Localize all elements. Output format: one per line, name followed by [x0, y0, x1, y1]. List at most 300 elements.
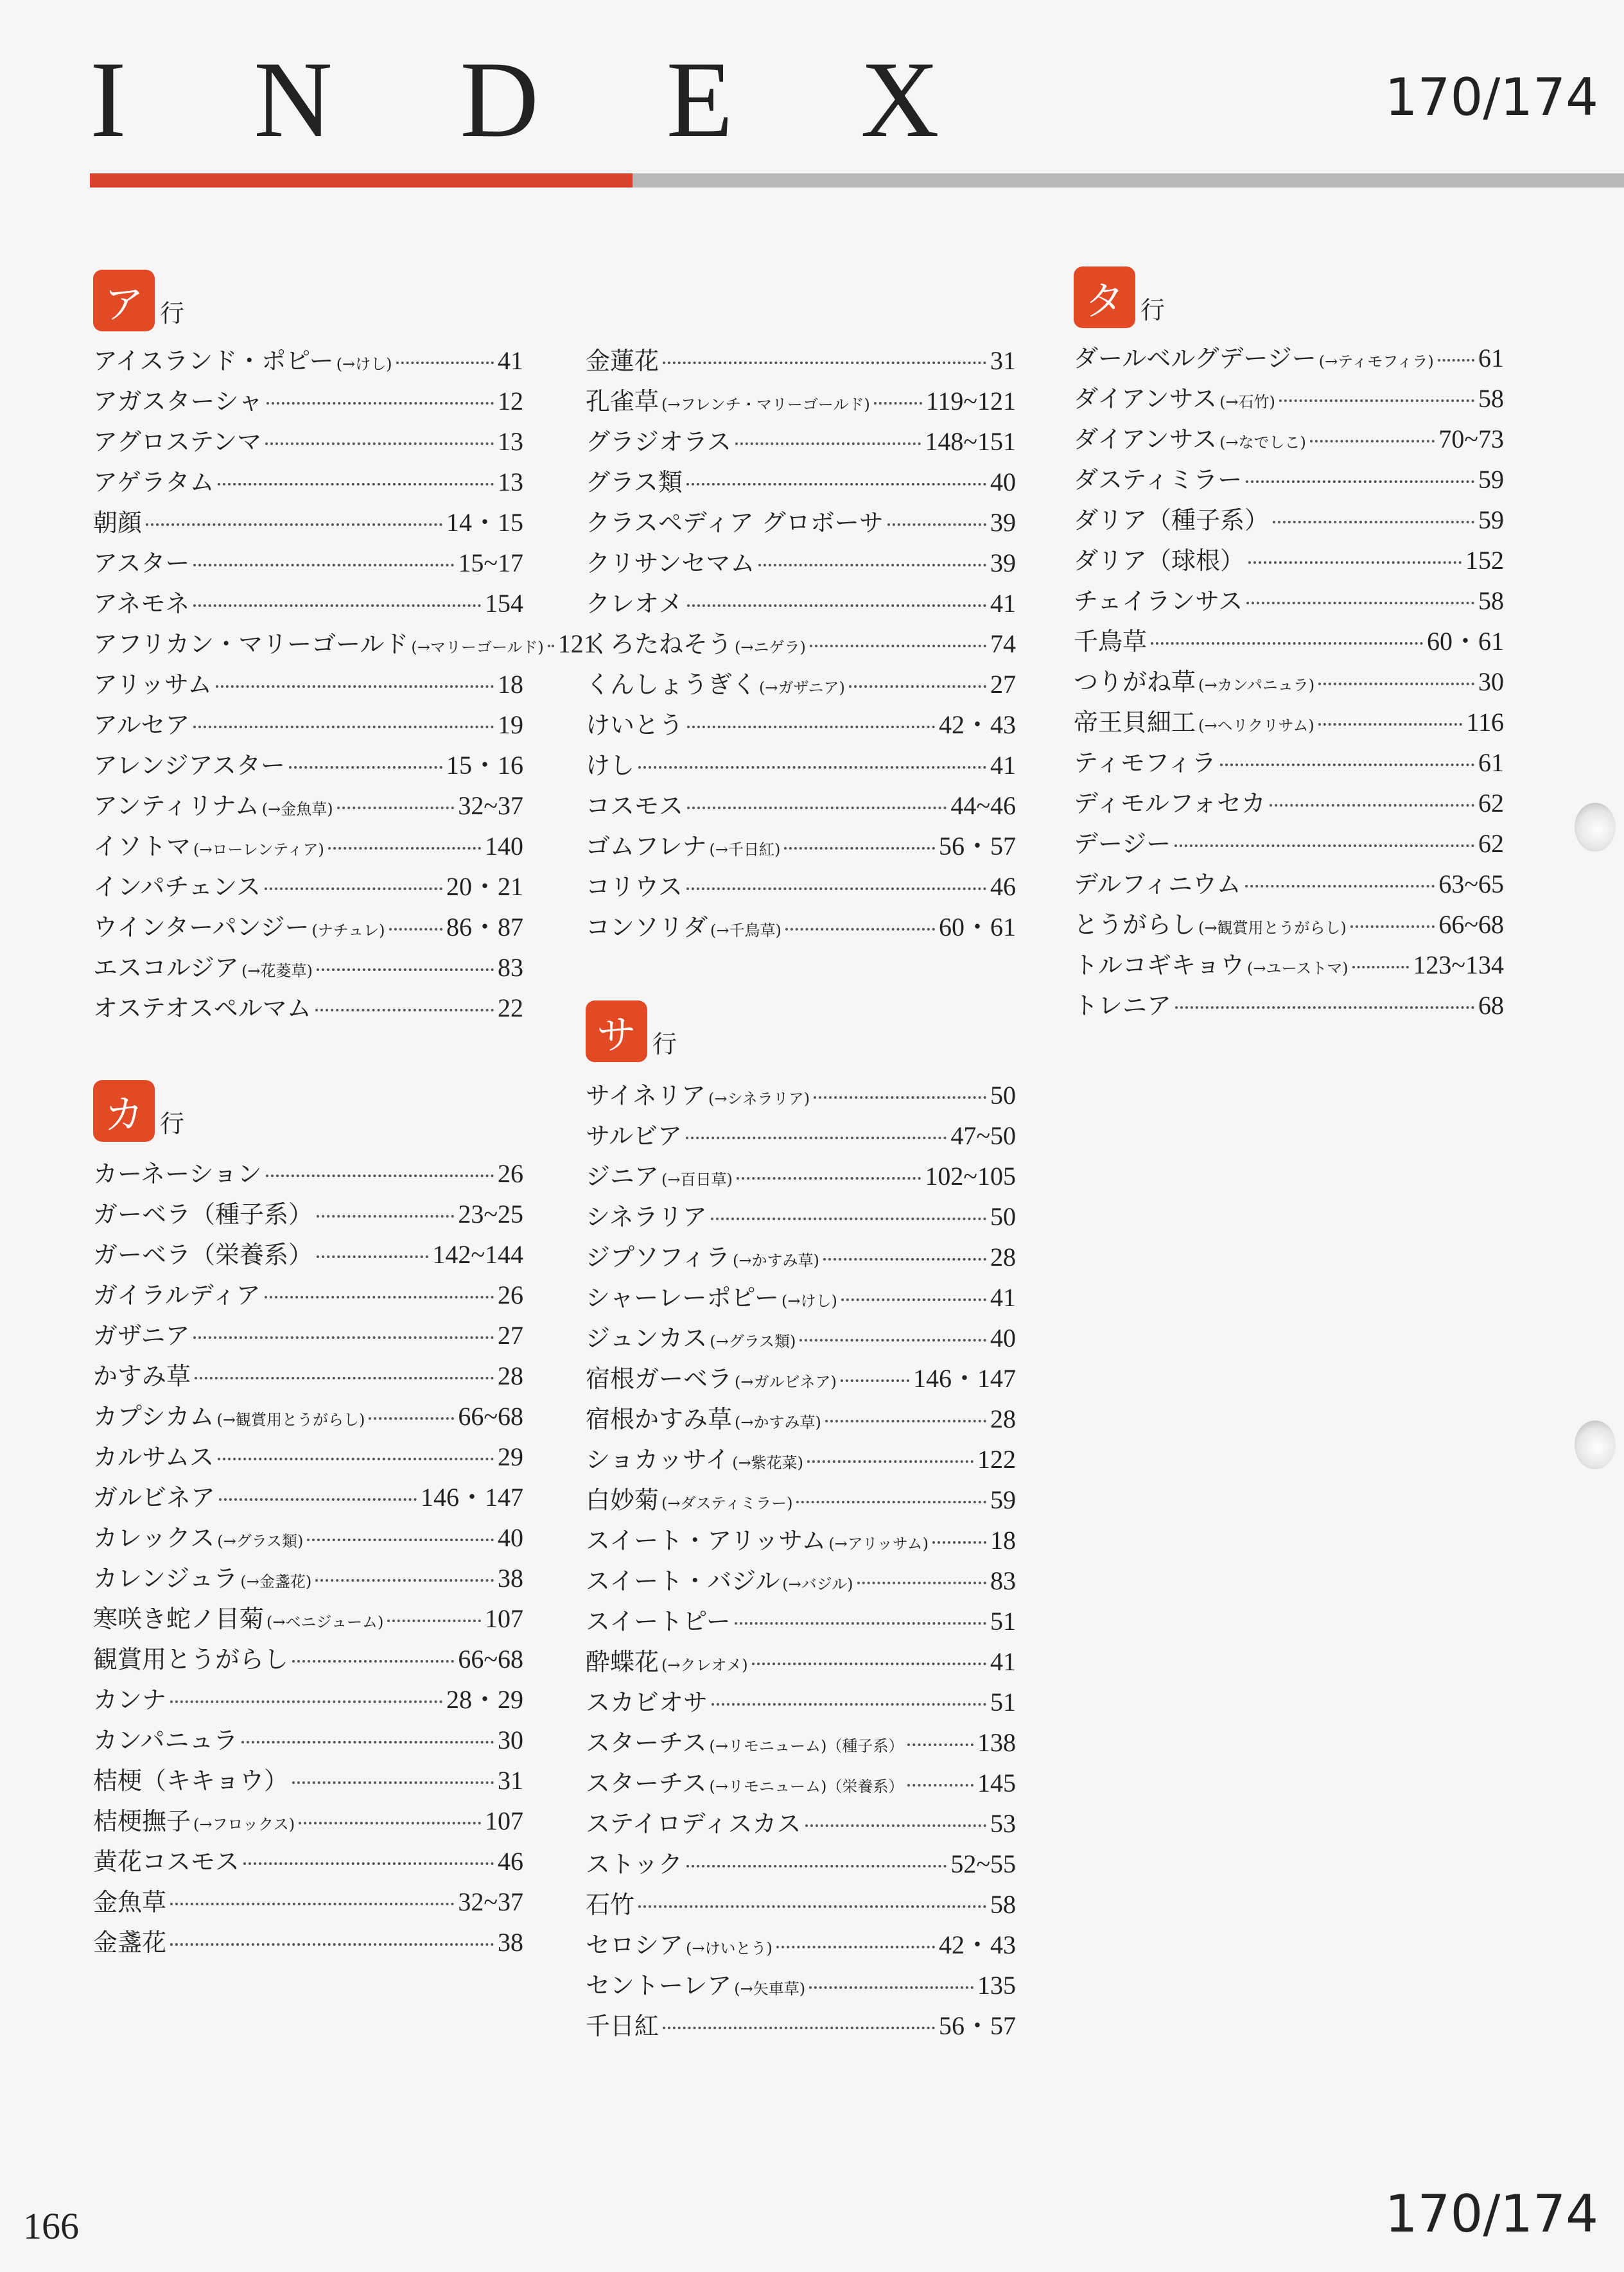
- index-list-ka: [93, 1153, 523, 1962]
- entry-name: カレンジュラ: [93, 1564, 238, 1593]
- index-entry: [586, 1601, 1016, 1641]
- entry-page: 121: [557, 629, 597, 658]
- dot-leader: [195, 1377, 494, 1379]
- dot-leader: [799, 1339, 986, 1341]
- dot-leader: [814, 1096, 986, 1099]
- entry-name: スイートピー: [586, 1607, 731, 1636]
- entry-name: ガーベラ（栄養系）: [93, 1241, 313, 1269]
- entry-page: 38: [498, 1564, 523, 1593]
- section-head-ta: [1074, 267, 1165, 328]
- index-entry: [1074, 702, 1504, 742]
- entry-name: ショカッサイ: [586, 1446, 730, 1474]
- index-entry: [93, 704, 523, 745]
- dot-leader: [809, 1986, 974, 1989]
- entry-page: 60・61: [1427, 627, 1504, 656]
- entry-page: 41: [990, 1647, 1016, 1676]
- entry-page: 15・16: [446, 751, 523, 780]
- entry-name: クレオメ: [586, 590, 683, 618]
- dot-leader: [823, 1258, 986, 1261]
- entry-page: 62: [1478, 829, 1504, 858]
- entry-page: 123~134: [1413, 950, 1504, 979]
- dot-leader: [292, 1660, 454, 1663]
- index-entry: [586, 1156, 1016, 1196]
- dot-leader: [243, 1862, 494, 1865]
- entry-page: 46: [498, 1847, 523, 1876]
- dot-leader: [317, 1215, 454, 1218]
- dot-leader: [1220, 764, 1474, 766]
- index-entry: [93, 785, 523, 826]
- index-entry: [586, 1277, 1016, 1318]
- entry-name: コリウス: [586, 873, 683, 901]
- index-entry: [586, 1884, 1016, 1925]
- index-entry: [586, 1439, 1016, 1480]
- dot-leader: [776, 1946, 935, 1948]
- entry-page: 42・43: [939, 710, 1016, 739]
- index-entry: [586, 583, 1016, 624]
- entry-cross-reference: (→フロックス): [193, 1815, 295, 1833]
- index-entry: [93, 1194, 523, 1234]
- dot-leader: [266, 1175, 494, 1177]
- dot-leader: [1151, 642, 1423, 645]
- dot-leader: [1248, 561, 1462, 564]
- entry-name: ストック: [586, 1850, 683, 1878]
- entry-page: 26: [498, 1280, 523, 1309]
- entry-name: クラスペディア グロボーサ: [586, 509, 884, 537]
- dot-leader: [805, 1824, 986, 1827]
- index-entry: [586, 866, 1016, 907]
- entry-page: 42・43: [939, 1930, 1016, 1959]
- entry-page: 18: [990, 1526, 1016, 1555]
- entry-name: デージー: [1074, 830, 1171, 858]
- index-entry: [586, 1722, 1016, 1763]
- entry-page: 145: [977, 1769, 1016, 1797]
- index-entry: [586, 1682, 1016, 1722]
- index-title: I N D E X: [90, 39, 990, 160]
- index-entry: [1074, 864, 1504, 904]
- index-list-sa: [586, 1075, 1016, 2046]
- entry-page: 154: [485, 589, 523, 618]
- entry-page: 12: [498, 387, 523, 415]
- entry-cross-reference: (→金盞花): [240, 1573, 312, 1591]
- entry-page: 40: [498, 1523, 523, 1552]
- dot-leader: [548, 645, 554, 647]
- index-entry: [1074, 823, 1504, 864]
- index-entry: [1074, 419, 1504, 459]
- entry-page: 146・147: [913, 1364, 1016, 1393]
- entry-page: 27: [990, 670, 1016, 699]
- dot-leader: [932, 1541, 986, 1544]
- entry-name: アイスランド・ポピー: [93, 347, 334, 375]
- entry-name: けいとう: [586, 711, 684, 739]
- dot-leader: [807, 1460, 974, 1463]
- entry-page: 142~144: [432, 1240, 523, 1269]
- entry-name: ダリア（球根）: [1074, 546, 1245, 575]
- header-rule-gray: [633, 173, 1624, 188]
- entry-page: 107: [485, 1806, 523, 1835]
- dot-leader: [687, 807, 947, 809]
- entry-cross-reference: (→千日紅): [709, 841, 781, 859]
- dot-leader: [328, 847, 481, 850]
- entry-page: 44~46: [950, 791, 1016, 820]
- index-entry: [93, 1275, 523, 1315]
- index-entry: [1074, 500, 1504, 540]
- entry-cross-reference: (→ローレンティア): [193, 841, 324, 859]
- entry-page: 19: [498, 710, 523, 739]
- page-code-top: 170/174: [1384, 67, 1598, 127]
- entry-name: 白妙菊: [586, 1486, 659, 1514]
- dot-leader: [299, 1822, 481, 1824]
- entry-page: 61: [1478, 748, 1504, 777]
- index-entry: [93, 1153, 523, 1194]
- index-entry: [93, 907, 523, 947]
- entry-name: イソトマ: [93, 832, 191, 861]
- index-entry: [586, 1115, 1016, 1156]
- dot-leader: [663, 362, 986, 364]
- entry-name: スイート・バジル: [586, 1567, 780, 1595]
- index-entry: [93, 1679, 523, 1720]
- dot-leader: [289, 766, 442, 769]
- dot-leader: [193, 564, 454, 566]
- dot-leader: [389, 928, 442, 931]
- index-entry: [586, 785, 1016, 826]
- entry-page: 116: [1466, 708, 1504, 737]
- index-entry: [586, 1641, 1016, 1682]
- entry-cross-reference: (→リモニューム)（種子系）: [709, 1737, 904, 1755]
- entry-name: くろたねそう: [586, 630, 733, 658]
- entry-name: 千鳥草: [1074, 627, 1148, 656]
- entry-page: 38: [498, 1928, 523, 1957]
- index-entry: [586, 1803, 1016, 1844]
- dot-leader: [170, 1943, 494, 1946]
- entry-cross-reference: (→石竹): [1219, 393, 1275, 411]
- entry-name: トルコギキョウ: [1074, 951, 1245, 979]
- entry-name: アリッサム: [93, 670, 213, 699]
- section-badge: ア: [93, 270, 155, 331]
- entry-cross-reference: (→ヘリクリサム): [1198, 717, 1314, 735]
- entry-cross-reference: (→アリッサム): [828, 1535, 929, 1553]
- dot-leader: [1318, 723, 1463, 726]
- entry-page: 40: [990, 1324, 1016, 1352]
- entry-page: 41: [990, 751, 1016, 780]
- entry-cross-reference: (→ティモフィラ): [1318, 353, 1434, 371]
- entry-name: ジプソフィラ: [586, 1243, 730, 1271]
- entry-name: アレンジアスター: [93, 751, 286, 780]
- index-entry: [586, 502, 1016, 543]
- entry-page: 28: [990, 1404, 1016, 1433]
- dot-leader: [638, 1905, 986, 1908]
- entry-name: ジニア: [586, 1162, 659, 1191]
- entry-cross-reference: (→金魚草): [261, 800, 333, 818]
- dot-leader: [170, 1700, 442, 1703]
- dot-leader: [784, 847, 935, 850]
- index-entry: [93, 1517, 523, 1558]
- entry-cross-reference: (→ニゲラ): [735, 638, 806, 656]
- entry-page: 28・29: [446, 1685, 523, 1714]
- index-entry: [1074, 338, 1504, 378]
- entry-page: 68: [1478, 991, 1504, 1020]
- section-head-ka: [93, 1080, 184, 1142]
- entry-cross-reference: (→グラス類): [710, 1333, 796, 1350]
- dot-leader: [841, 1298, 986, 1301]
- dot-leader: [1270, 804, 1474, 807]
- entry-page: 56・57: [939, 2011, 1016, 2040]
- entry-name: アゲラタム: [93, 468, 214, 496]
- entry-page: 50: [990, 1081, 1016, 1110]
- entry-name: 千日紅: [586, 2012, 659, 2040]
- entry-page: 46: [990, 872, 1016, 901]
- entry-page: 102~105: [925, 1162, 1016, 1191]
- section-badge: タ: [1074, 267, 1135, 328]
- entry-name: 酔蝶花: [586, 1648, 659, 1676]
- entry-name: ステイロディスカス: [586, 1810, 801, 1838]
- entry-cross-reference: (→かすみ草): [732, 1252, 819, 1270]
- entry-cross-reference: (→クレオメ): [661, 1656, 748, 1674]
- binder-hole-upper: [1575, 803, 1616, 852]
- entry-name: 宿根ガーベラ: [586, 1365, 733, 1393]
- index-entry: [1074, 621, 1504, 661]
- entry-name: けし: [586, 751, 635, 780]
- dot-leader: [857, 1582, 986, 1584]
- dot-leader: [686, 1137, 947, 1139]
- dot-leader: [1350, 925, 1435, 928]
- dot-leader: [825, 1420, 986, 1422]
- entry-name: ティモフィラ: [1074, 749, 1216, 777]
- entry-name: サルビア: [586, 1122, 683, 1150]
- entry-page: 146・147: [421, 1483, 523, 1512]
- entry-name: ガーベラ（種子系）: [93, 1200, 313, 1228]
- entry-page: 86・87: [446, 913, 523, 941]
- entry-name: グラス類: [586, 468, 683, 496]
- index-entry: [93, 664, 523, 704]
- dot-leader: [241, 1741, 494, 1743]
- dot-leader: [796, 1501, 986, 1503]
- index-entry: [93, 1841, 523, 1882]
- entry-page: 107: [485, 1604, 523, 1633]
- entry-name: カンパニュラ: [93, 1726, 238, 1754]
- entry-page: 58: [990, 1890, 1016, 1919]
- dot-leader: [1174, 844, 1474, 847]
- entry-name: 金魚草: [93, 1888, 167, 1916]
- dot-leader: [337, 807, 455, 809]
- header-rule-red: [90, 173, 633, 188]
- entry-page: 58: [1478, 586, 1504, 615]
- entry-name: くんしょうぎく: [586, 670, 757, 699]
- section-gyo-label: 行: [652, 1030, 677, 1058]
- entry-name: ゴムフレナ: [586, 832, 707, 861]
- dot-leader: [687, 726, 935, 728]
- entry-page: 140: [485, 832, 523, 861]
- entry-name: ジュンカス: [586, 1324, 708, 1352]
- dot-leader: [1438, 359, 1474, 362]
- dot-leader: [387, 1620, 481, 1622]
- entry-name: グラジオラス: [586, 428, 731, 456]
- index-entry: [586, 1763, 1016, 1803]
- entry-name: シャーレーポピー: [586, 1284, 779, 1312]
- dot-leader: [638, 766, 986, 769]
- entry-page: 66~68: [458, 1645, 523, 1673]
- entry-page: 61: [1478, 344, 1504, 372]
- entry-page: 41: [990, 1283, 1016, 1312]
- dot-leader: [1246, 602, 1474, 604]
- entry-name: 寒咲き蛇ノ目菊: [93, 1605, 265, 1633]
- entry-name: アネモネ: [93, 590, 190, 618]
- entry-page: 26: [498, 1159, 523, 1188]
- entry-page: 148~151: [925, 427, 1016, 456]
- entry-name: カーネーション: [93, 1160, 262, 1188]
- entry-page: 51: [990, 1688, 1016, 1717]
- dot-leader: [317, 968, 494, 971]
- entry-page: 59: [990, 1485, 1016, 1514]
- index-entry: [586, 421, 1016, 462]
- index-entry: [93, 1801, 523, 1841]
- index-entry: [93, 1558, 523, 1598]
- entry-name: セントーレア: [586, 1971, 732, 2000]
- entry-name: ディモルフォセカ: [1074, 789, 1266, 817]
- entry-name: アスター: [93, 549, 190, 577]
- index-entry: [586, 1358, 1016, 1399]
- dot-leader: [735, 1622, 986, 1625]
- entry-page: 51: [990, 1607, 1016, 1636]
- index-entry: [93, 543, 523, 583]
- index-entry: [93, 624, 597, 664]
- index-list-ta: [1074, 338, 1504, 1026]
- dot-leader: [265, 887, 442, 890]
- dot-leader: [737, 1177, 921, 1180]
- entry-name: アルセア: [93, 711, 190, 739]
- entry-cross-reference: (→フレンチ・マリーゴールド): [661, 396, 870, 414]
- entry-page: 152: [1465, 546, 1504, 575]
- entry-page: 23~25: [458, 1200, 523, 1228]
- index-entry: [93, 1437, 523, 1477]
- section-badge: カ: [93, 1080, 155, 1142]
- dot-leader: [907, 1784, 974, 1787]
- entry-page: 119~121: [925, 387, 1016, 415]
- index-entry: [586, 1480, 1016, 1520]
- dot-leader: [307, 1539, 494, 1541]
- index-entry: [93, 1922, 523, 1962]
- entry-page: 59: [1478, 505, 1504, 534]
- entry-name: サイネリア: [586, 1081, 706, 1110]
- entry-page: 27: [498, 1321, 523, 1350]
- dot-leader: [216, 685, 494, 688]
- entry-page: 41: [498, 346, 523, 375]
- entry-name: ダールベルグデージー: [1074, 344, 1316, 372]
- entry-name: 金盞花: [93, 1928, 167, 1957]
- entry-name: カレックス: [93, 1524, 215, 1552]
- dot-leader: [1273, 521, 1474, 523]
- index-entry: [93, 1760, 523, 1801]
- index-entry: [586, 664, 1016, 704]
- dot-leader: [686, 887, 986, 890]
- entry-name: チェイランサス: [1074, 587, 1243, 615]
- dot-leader: [752, 1663, 986, 1665]
- entry-name: オステオスペルマム: [93, 994, 311, 1022]
- dot-leader: [265, 442, 494, 445]
- dot-leader: [874, 402, 922, 405]
- entry-name: 観賞用とうがらし: [93, 1645, 289, 1673]
- index-list-ka-continued: [586, 340, 1016, 947]
- entry-page: 29: [498, 1442, 523, 1471]
- index-entry: [586, 907, 1016, 947]
- entry-cross-reference: (→ベニジューム): [266, 1613, 384, 1631]
- index-entry: [586, 1560, 1016, 1601]
- index-entry: [1074, 378, 1504, 419]
- dot-leader: [686, 1865, 947, 1867]
- section-head-a: [93, 270, 184, 331]
- index-entry: [1074, 783, 1504, 823]
- index-entry: [93, 826, 523, 866]
- section-badge: サ: [586, 1001, 647, 1062]
- entry-cross-reference: (→観賞用とうがらし): [216, 1411, 365, 1429]
- index-entry: [1074, 581, 1504, 621]
- entry-name: コンソリダ: [586, 913, 708, 941]
- dot-leader: [711, 1218, 986, 1220]
- dot-leader: [663, 2027, 935, 2029]
- entry-cross-reference: (→けし): [336, 355, 392, 373]
- index-entry: [586, 462, 1016, 502]
- entry-name: アンティリナム: [93, 792, 259, 820]
- entry-cross-reference: (→矢車草): [734, 1980, 806, 1998]
- entry-name: とうがらし: [1074, 911, 1196, 939]
- entry-name: アガスターシャ: [93, 387, 263, 415]
- entry-name: コスモス: [586, 792, 684, 820]
- dot-leader: [712, 1703, 986, 1706]
- dot-leader: [219, 1498, 417, 1501]
- dot-leader: [193, 1336, 494, 1339]
- entry-name: クリサンセマム: [586, 549, 755, 577]
- section-gyo-label: 行: [1140, 296, 1166, 324]
- entry-page: 83: [990, 1566, 1016, 1595]
- entry-name: アグロステンマ: [93, 428, 262, 456]
- index-entry: [586, 1844, 1016, 1884]
- page-number: 166: [23, 2205, 79, 2247]
- dot-leader: [265, 1296, 494, 1298]
- entry-page: 31: [990, 346, 1016, 375]
- dot-leader: [315, 1579, 494, 1582]
- index-entry: [93, 1720, 523, 1760]
- entry-page: 60・61: [939, 913, 1016, 941]
- entry-name: カプシカム: [93, 1403, 214, 1431]
- index-entry: [93, 1396, 523, 1437]
- entry-name: ダリア（種子系）: [1074, 506, 1270, 534]
- entry-cross-reference: (→百日草): [661, 1171, 733, 1189]
- entry-cross-reference: (→マリーゴールド): [411, 638, 544, 656]
- entry-page: 31: [498, 1766, 523, 1795]
- entry-name: スターチス: [586, 1769, 707, 1797]
- dot-leader: [218, 1458, 494, 1460]
- index-entry: [586, 1399, 1016, 1439]
- entry-name: トレニア: [1074, 992, 1172, 1020]
- dot-leader: [810, 645, 986, 647]
- index-entry: [586, 704, 1016, 745]
- entry-name: 孔雀草: [586, 387, 659, 415]
- dot-leader: [1175, 1006, 1474, 1009]
- entry-page: 32~37: [458, 1887, 523, 1916]
- entry-page: 28: [990, 1243, 1016, 1271]
- entry-name: 金蓮花: [586, 347, 659, 375]
- index-entry: [93, 340, 523, 381]
- entry-cross-reference: (→シネラリア): [708, 1090, 810, 1108]
- entry-cross-reference: (→なでしこ): [1219, 433, 1306, 451]
- section-gyo-label: 行: [160, 1110, 185, 1138]
- index-entry: [93, 502, 523, 543]
- index-entry: [93, 1639, 523, 1679]
- entry-name: 石竹: [586, 1891, 635, 1919]
- dot-leader: [170, 1903, 454, 1905]
- index-entry: [586, 1237, 1016, 1277]
- section-head-sa: [586, 1001, 677, 1062]
- entry-cross-reference: (→紫花菜): [732, 1454, 804, 1472]
